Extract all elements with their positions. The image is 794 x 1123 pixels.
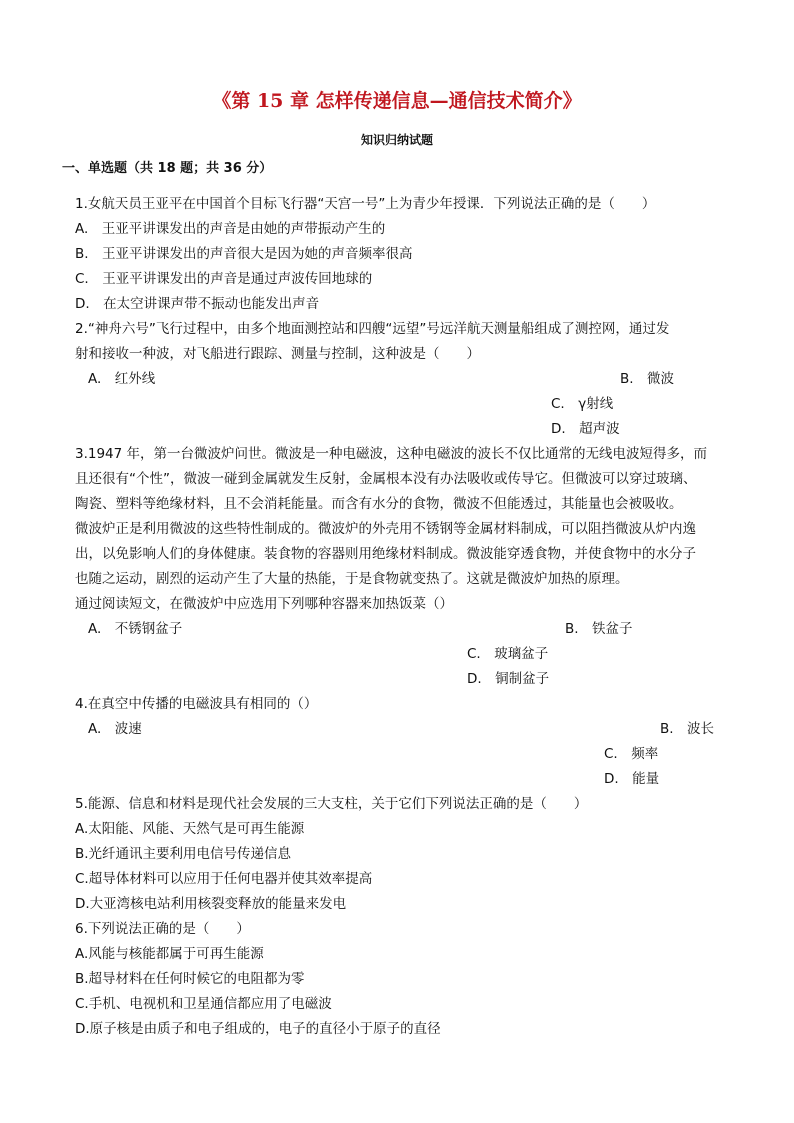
q6-option-d: D.原子核是由质子和电子组成的，电子的直径小于原子的直径 bbox=[75, 1021, 441, 1037]
q3-line-1: 3.1947 年，第一台微波炉问世。微波是一种电磁波，这种电磁波的波长不仅比通常的无线电波短得多，而 bbox=[75, 446, 708, 462]
q1-option-d: D. 在太空讲课声带不振动也能发出声音 bbox=[75, 296, 320, 312]
q3-option-a: A. 不锈钢盆子 bbox=[88, 621, 183, 637]
q3-option-b: B. 铁盆子 bbox=[565, 621, 633, 637]
q5-option-a: A.太阳能、风能、天然气是可再生能源 bbox=[75, 821, 305, 837]
q6-option-c: C.手机、电视机和卫星通信都应用了电磁波 bbox=[75, 996, 332, 1012]
q3-line-2: 且还很有“个性”，微波一碰到金属就发生反射，金属根本没有办法吸收或传导它。但微波可以穿过玻璃、 bbox=[75, 471, 697, 487]
q4-option-b: B. 波长 bbox=[660, 721, 715, 737]
q5-option-b: B.光纤通讯主要利用电信号传递信息 bbox=[75, 846, 292, 862]
q3-line-4: 微波炉正是利用微波的这些特性制成的。微波炉的外壳用不锈钢等金属材料制成，可以阻挡微波从炉内逸 bbox=[75, 521, 696, 537]
q6-option-a: A.风能与核能都属于可再生能源 bbox=[75, 946, 264, 962]
q2-option-b: B. 微波 bbox=[620, 371, 675, 387]
q4-option-a: A. 波速 bbox=[88, 721, 142, 737]
q6-stem: 6.下列说法正确的是（ ） bbox=[75, 921, 250, 937]
q3-line-3: 陶瓷、塑料等绝缘材料，且不会消耗能量。而含有水分的食物，微波不但能透过，其能量也会被吸收。 bbox=[75, 496, 683, 512]
q5-option-c: C.超导体材料可以应用于任何电器并使其效率提高 bbox=[75, 871, 373, 887]
q1-option-a: A. 王亚平讲课发出的声音是由她的声带振动产生的 bbox=[75, 221, 386, 237]
q1-stem: 1.女航天员王亚平在中国首个目标飞行器“天宫一号”上为青少年授课．下列说法正确的是（ ） bbox=[75, 196, 656, 212]
q4-stem: 4.在真空中传播的电磁波具有相同的（） bbox=[75, 696, 318, 712]
q5-option-d: D.大亚湾核电站利用核裂变释放的能量来发电 bbox=[75, 896, 347, 912]
q2-stem-line1: 2.“神舟六号”飞行过程中，由多个地面测控站和四艘“远望”号远洋航天测量船组成了测控网，通过发 bbox=[75, 321, 670, 337]
q2-option-a: A. 红外线 bbox=[88, 371, 156, 387]
q3-option-c: C. 玻璃盆子 bbox=[467, 646, 549, 662]
q4-option-d: D. 能量 bbox=[604, 771, 660, 787]
q1-option-c: C. 王亚平讲课发出的声音是通过声波传回地球的 bbox=[75, 271, 373, 287]
q2-option-d: D. 超声波 bbox=[551, 421, 620, 437]
q5-stem: 5.能源、信息和材料是现代社会发展的三大支柱，关于它们下列说法正确的是（ ） bbox=[75, 796, 588, 812]
section-heading: 一、单选题（共 18 题；共 36 分） bbox=[62, 161, 273, 176]
q4-option-c: C. 频率 bbox=[604, 746, 659, 762]
q3-line-6: 也随之运动，剧烈的运动产生了大量的热能，于是食物就变热了。这就是微波炉加热的原理。 bbox=[75, 571, 629, 587]
q3-line-7: 通过阅读短文，在微波炉中应选用下列哪种容器来加热饭菜（） bbox=[75, 596, 453, 612]
q3-option-d: D. 铜制盆子 bbox=[467, 671, 550, 687]
q2-option-c: C. γ射线 bbox=[551, 396, 614, 412]
document-title: 《第 15 章 怎样传递信息—通信技术简介》 bbox=[212, 90, 582, 112]
q6-option-b: B.超导材料在任何时候它的电阻都为零 bbox=[75, 971, 305, 987]
q2-stem-line2: 射和接收一种波，对飞船进行跟踪、测量与控制，这种波是（ ） bbox=[75, 346, 480, 362]
q1-option-b: B. 王亚平讲课发出的声音很大是因为她的声音频率很高 bbox=[75, 246, 413, 262]
document-subtitle: 知识归纳试题 bbox=[360, 133, 433, 147]
q3-line-5: 出，以免影响人们的身体健康。装食物的容器则用绝缘材料制成。微波能穿透食物，并使食物中的水分子 bbox=[75, 546, 696, 562]
